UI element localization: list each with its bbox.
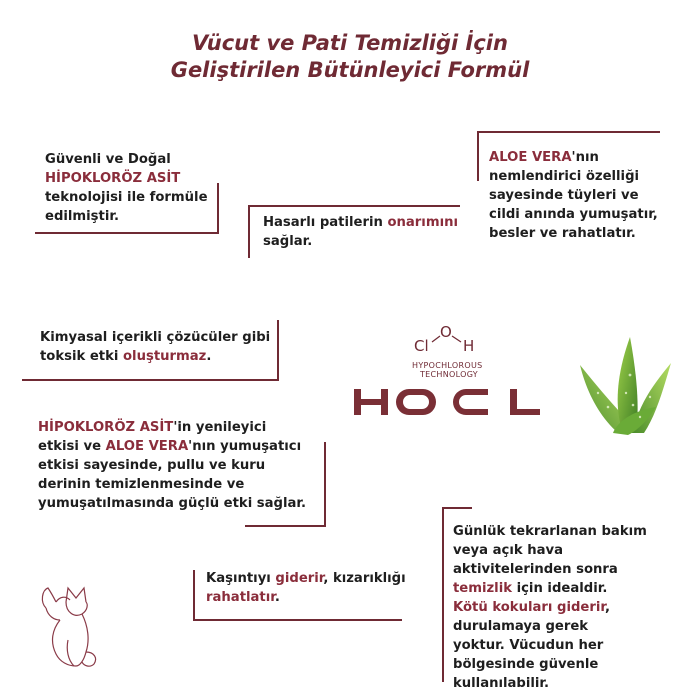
caption-technology: TECHNOLOGY xyxy=(420,370,478,379)
title-line-2: Geliştirilen Bütünleyici Formül xyxy=(170,58,530,82)
hocl-logotype xyxy=(354,386,544,418)
page-title xyxy=(0,30,700,84)
feature-safe-natural: Güvenli ve Doğal HİPOKLORÖZ ASİT teknolojisi ile formüle edilmiştir. xyxy=(45,152,208,224)
divider-line xyxy=(248,205,460,207)
divider-line xyxy=(193,570,195,620)
cat-dog-line-art-icon xyxy=(38,580,100,672)
divider-line xyxy=(248,205,250,258)
aloe-vera-leaf-icon xyxy=(578,335,673,435)
divider-line xyxy=(477,131,479,181)
divider-line xyxy=(217,183,219,233)
divider-line xyxy=(442,507,444,682)
feature-aloe-vera: ALOE VERA'nın nemlendirici özelliği sayesinde tüyleri ve cildi anında yumuşatır, besler ve rahatlatır. xyxy=(489,150,658,241)
feature-combined-effect: HİPOKLORÖZ ASİT'in yenileyici etkisi ve ALOE VERA'nın yumuşatıcı etkisi sayesinde, pullu ve kuru derinin temizlenmesinde ve yumuşatılmasında güçlü etki sağlar. xyxy=(38,420,307,511)
feature-paw-repair: Hasarlı patilerin onarımını sağlar. xyxy=(263,215,458,249)
title-line-1: Vücut ve Pati Temizliği İçin xyxy=(192,31,508,55)
divider-line xyxy=(245,525,326,527)
feature-itch-relief: Kaşıntıyı giderir, kızarıklığı rahatlatır. xyxy=(206,571,406,605)
divider-line xyxy=(324,442,326,526)
divider-line xyxy=(22,379,279,381)
chlorine-symbol: Cl xyxy=(414,337,429,355)
feature-non-toxic: Kimyasal içerikli çözücüler gibi toksik etki oluşturmaz. xyxy=(40,330,271,364)
divider-line xyxy=(442,507,472,509)
divider-line xyxy=(477,131,660,133)
feature-daily-care: Günlük tekrarlanan bakım veya açık hava aktivitelerinden sonra temizlik için idealdir. Kötü kokuları giderir, durulamaya gerek yoktur. Vücudun her bölgesinde güvenle kullanılabilir. xyxy=(453,524,647,691)
oxygen-symbol: O xyxy=(440,323,452,341)
divider-line xyxy=(35,232,219,234)
molecule-bonds-icon xyxy=(428,330,468,350)
divider-line xyxy=(193,619,402,621)
caption-hypochlorous: HYPOCHLOROUS xyxy=(412,361,483,370)
divider-line xyxy=(277,320,279,380)
hydrogen-symbol: H xyxy=(463,337,475,355)
